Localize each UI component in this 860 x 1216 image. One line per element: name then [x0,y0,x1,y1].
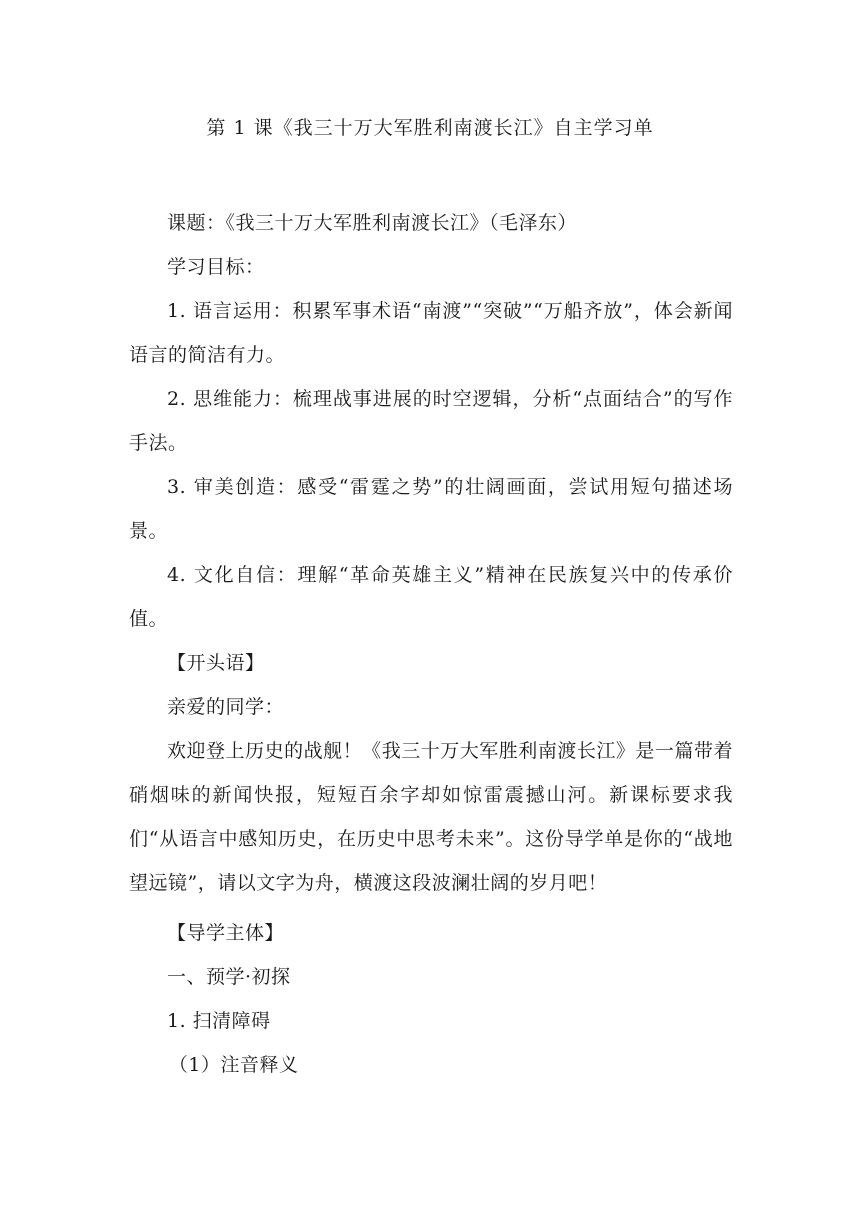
subitem-heading: （1）注音释义 [168,1054,299,1076]
main-heading: 【导学主体】 [167,922,285,944]
objective-item: 4. 文化自信：理解“革命英雄主义”精神在民族复兴中的传承价值。 [129,564,733,630]
document-body [129,201,733,1087]
objective-item: 3. 审美创造：感受“雷霆之势”的壮阔画面，尝试用短句描述场景。 [129,476,733,542]
opening-paragraph: 欢迎登上历史的战舰！《我三十万大军胜利南渡长江》是一篇带着硝烟味的新闻快报，短短百余字却如惊雷震撼山河。新课标要求我们“从语言中感知历史，在历史中思考未来”。这份导学单是你的“战地望远镜”，请以文字为舟，横渡这段波澜壮阔的岁月吧！ [129,740,733,894]
opening-heading: 【开头语】 [167,652,265,674]
section-heading: 一、预学·初探 [167,966,291,988]
lesson-line: 课题：《我三十万大军胜利南渡长江》（毛泽东） [167,212,578,234]
objectives-heading: 学习目标： [167,256,265,278]
document-title: 第 1 课《我三十万大军胜利南渡长江》自主学习单 [206,117,654,139]
objective-item: 1. 语言运用：积累军事术语“南渡”“突破”“万船齐放”，体会新闻语言的简洁有力。 [129,300,733,366]
greeting: 亲爱的同学： [167,696,285,718]
item-heading: 1. 扫清障碍 [167,1010,271,1032]
objective-item: 2. 思维能力：梳理战事进展的时空逻辑，分析“点面结合”的写作手法。 [129,388,733,454]
